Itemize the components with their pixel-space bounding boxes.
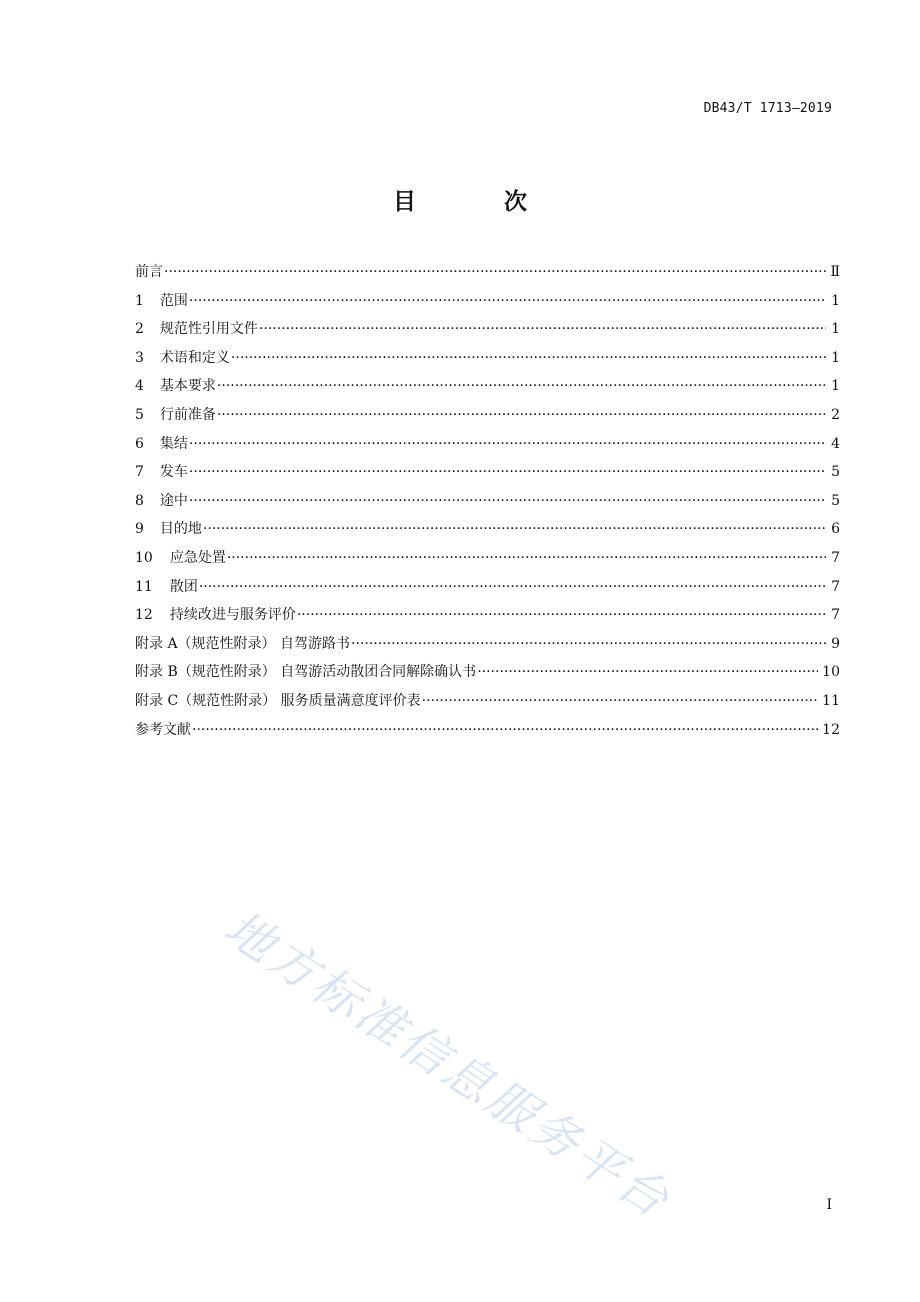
toc-entry-page: 1 xyxy=(831,292,840,309)
toc-entry-page: 11 xyxy=(822,692,840,709)
toc-entry-page: 5 xyxy=(831,464,840,481)
toc-entry-page: 9 xyxy=(831,635,840,652)
toc-entry-page: 1 xyxy=(831,349,840,366)
toc-entry-page: Ⅱ xyxy=(830,264,840,280)
toc-leader-dots xyxy=(297,605,826,625)
toc-leader-dots xyxy=(217,405,826,425)
toc-entry[interactable] xyxy=(135,262,840,291)
toc-entry-number: 12 xyxy=(135,607,153,624)
toc-leader-dots xyxy=(259,319,826,339)
toc-entry[interactable] xyxy=(135,434,840,463)
toc-entry-label: 术语和定义 xyxy=(159,349,230,366)
page-number: I xyxy=(826,1197,832,1213)
toc-entry[interactable] xyxy=(135,605,840,634)
toc-entry[interactable] xyxy=(135,662,840,691)
toc-entry-label: 途中 xyxy=(159,492,188,509)
toc-leader-dots xyxy=(203,519,826,539)
toc-entry-page: 12 xyxy=(822,721,840,738)
toc-entry[interactable] xyxy=(135,519,840,548)
toc-entry-label: 附录 C（规范性附录） 服务质量满意度评价表 xyxy=(135,692,421,709)
toc-entry-number: 3 xyxy=(135,349,144,366)
toc-entry-label: 基本要求 xyxy=(159,378,216,395)
toc-leader-dots xyxy=(351,634,826,654)
toc-entry[interactable] xyxy=(135,577,840,606)
toc-leader-dots xyxy=(189,291,826,311)
toc-entry-label: 范围 xyxy=(159,292,188,309)
table-of-contents xyxy=(135,262,840,748)
toc-entry-label: 持续改进与服务评价 xyxy=(169,607,296,624)
toc-entry-label: 行前准备 xyxy=(159,406,216,423)
toc-entry[interactable] xyxy=(135,634,840,663)
toc-entry-number: 4 xyxy=(135,378,144,395)
toc-entry[interactable] xyxy=(135,548,840,577)
toc-leader-dots xyxy=(217,376,826,396)
toc-entry-label: 规范性引用文件 xyxy=(159,321,258,338)
toc-entry[interactable] xyxy=(135,691,840,720)
toc-entry[interactable] xyxy=(135,405,840,434)
toc-entry[interactable] xyxy=(135,319,840,348)
toc-entry-page: 6 xyxy=(831,521,840,538)
toc-leader-dots xyxy=(164,262,826,282)
toc-entry-label: 应急处置 xyxy=(169,549,226,566)
toc-entry-label: 发车 xyxy=(159,464,188,481)
toc-entry-label: 附录 A（规范性附录） 自驾游路书 xyxy=(135,635,351,652)
toc-entry[interactable] xyxy=(135,376,840,405)
toc-entry[interactable] xyxy=(135,720,840,749)
toc-entry-label: 集结 xyxy=(159,435,188,452)
toc-entry[interactable] xyxy=(135,348,840,377)
toc-title: 目 次 xyxy=(392,189,567,215)
toc-entry-number: 9 xyxy=(135,521,144,538)
toc-leader-dots xyxy=(189,462,826,482)
toc-leader-dots xyxy=(227,548,826,568)
toc-entry-page: 2 xyxy=(831,406,840,423)
toc-leader-dots xyxy=(189,434,826,454)
toc-entry-number: 6 xyxy=(135,435,144,452)
toc-entry-number: 11 xyxy=(135,578,153,595)
toc-entry-page: 1 xyxy=(831,321,840,338)
toc-entry-page: 5 xyxy=(831,492,840,509)
document-code: DB43/T 1713—2019 xyxy=(703,101,832,116)
toc-entry-label: 目的地 xyxy=(159,521,202,538)
toc-leader-dots xyxy=(189,491,826,511)
toc-leader-dots xyxy=(477,662,818,682)
toc-leader-dots xyxy=(192,720,818,740)
toc-entry-page: 7 xyxy=(831,549,840,566)
toc-entry-label: 散团 xyxy=(169,578,198,595)
watermark: 地方标准信息服务平台 xyxy=(214,899,681,1230)
toc-entry[interactable] xyxy=(135,491,840,520)
toc-entry[interactable] xyxy=(135,291,840,320)
toc-entry-number: 1 xyxy=(135,292,144,309)
toc-entry-label: 前言 xyxy=(135,264,163,280)
toc-entry-number: 10 xyxy=(135,549,153,566)
toc-leader-dots xyxy=(422,691,819,711)
toc-entry[interactable] xyxy=(135,462,840,491)
toc-leader-dots xyxy=(231,348,826,368)
toc-entry-number: 8 xyxy=(135,492,144,509)
toc-entry-page: 7 xyxy=(831,578,840,595)
toc-leader-dots xyxy=(199,577,826,597)
toc-entry-label: 附录 B（规范性附录） 自驾游活动散团合同解除确认书 xyxy=(135,664,477,681)
toc-entry-page: 7 xyxy=(831,607,840,624)
toc-entry-label: 参考文献 xyxy=(135,721,191,738)
toc-entry-number: 5 xyxy=(135,406,144,423)
toc-entry-page: 4 xyxy=(831,435,840,452)
toc-entry-page: 1 xyxy=(831,378,840,395)
toc-entry-number: 7 xyxy=(135,464,144,481)
toc-entry-number: 2 xyxy=(135,321,144,338)
toc-entry-page: 10 xyxy=(822,664,840,681)
